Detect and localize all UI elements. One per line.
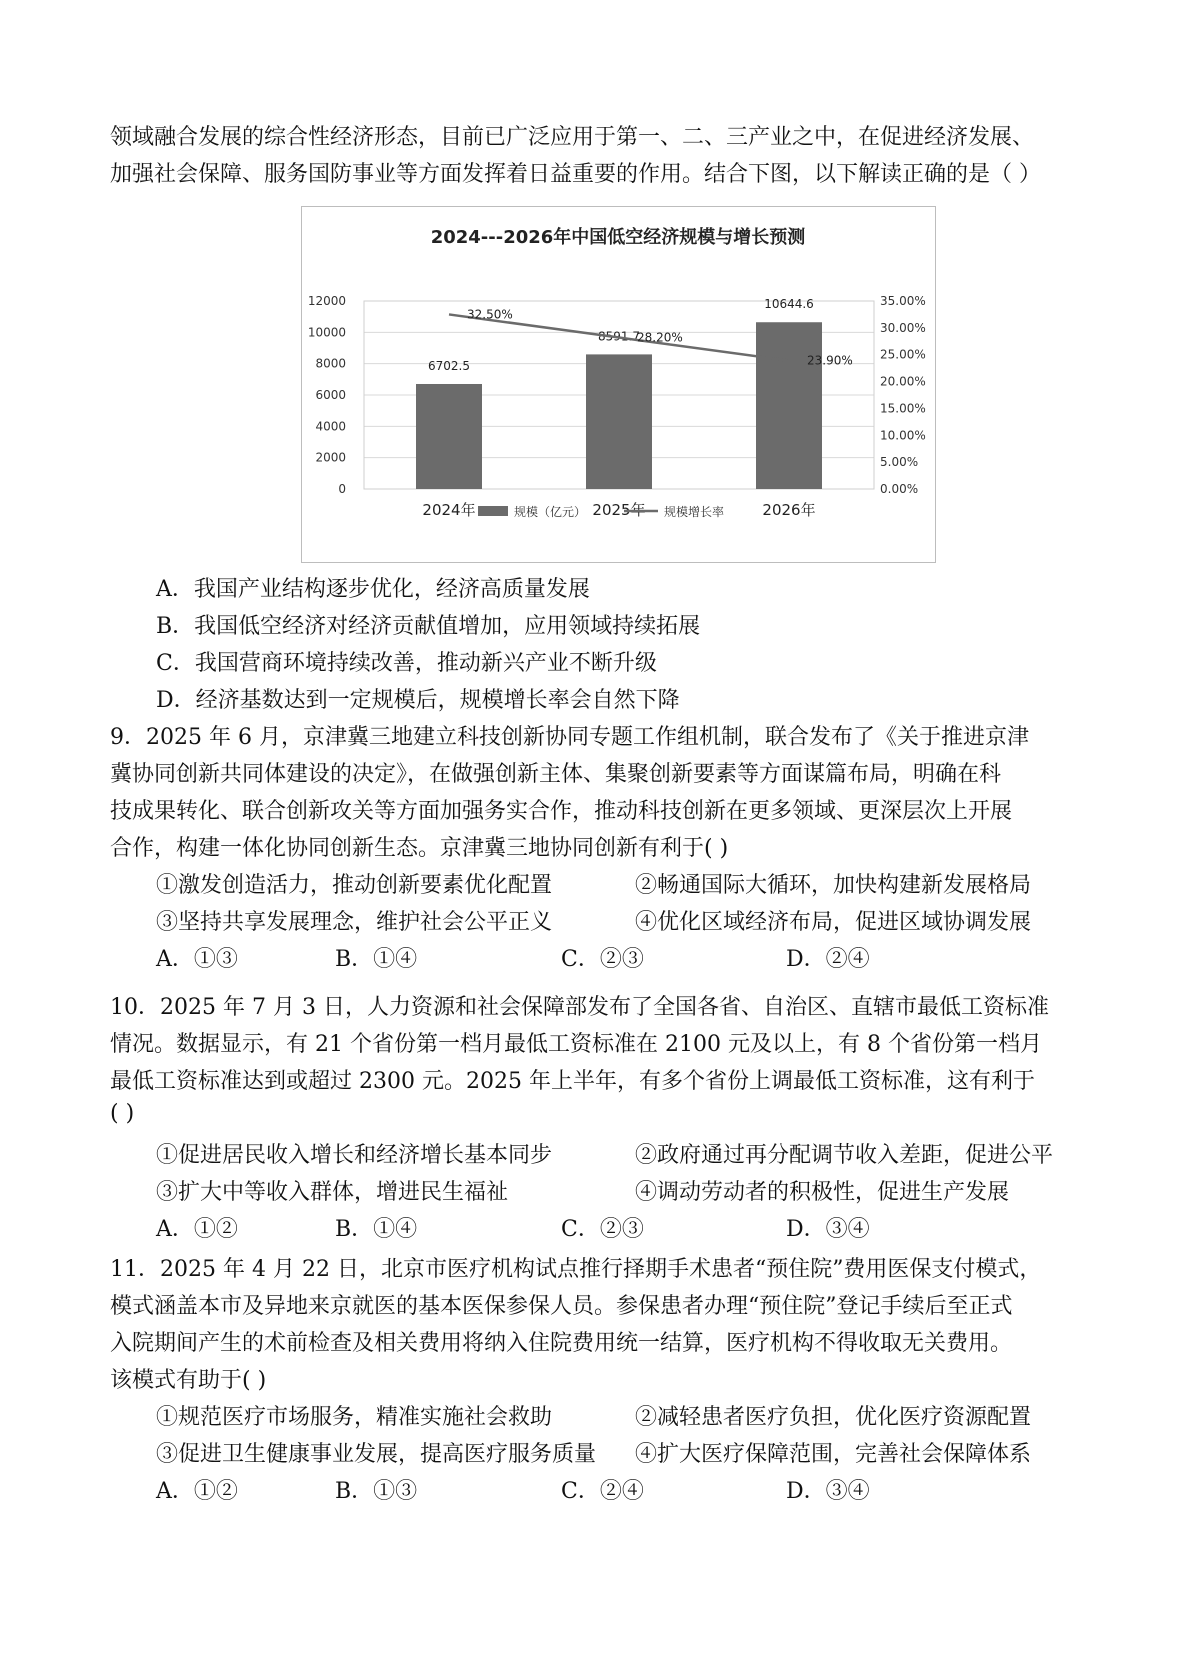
y-tick-label: 2000: [315, 450, 346, 465]
y-tick-label: 0: [338, 482, 346, 496]
q11-stem-line-2: 模式涵盖本市及异地来京就医的基本医保参保人员。参保患者办理“预住院”登记手续后至正式: [110, 1294, 1013, 1319]
q8-option-c: C．我国营商环境持续改善，推动新兴产业不断升级: [156, 651, 657, 676]
q11-choice-c: C．②④: [561, 1479, 644, 1504]
bar-value-label: 8591.7: [598, 329, 640, 344]
q11-choice-d: D．③④: [786, 1479, 870, 1504]
bar: [756, 322, 822, 489]
legend-bar-swatch: [478, 506, 508, 516]
y2-tick-label: 25.00%: [880, 347, 926, 362]
q9-choice-a: A．①③: [156, 947, 238, 972]
q11-statement-2: ②减轻患者医疗负担，优化医疗资源配置: [635, 1405, 1032, 1430]
q10-choice-c: C．②③: [561, 1217, 644, 1242]
chart-title: 2024---2026年中国低空经济规模与增长预测: [430, 227, 806, 248]
q9-stem-line-4: 合作，构建一体化协同创新生态。京津冀三地协同创新有利于( ): [110, 836, 729, 861]
y-tick-label: 12000: [307, 294, 346, 308]
q11-stem-line-4: 该模式有助于( ): [110, 1368, 267, 1393]
q8-option-b: B．我国低空经济对经济贡献值增加，应用领域持续拓展: [156, 614, 701, 639]
y2-tick-label: 30.00%: [880, 320, 926, 335]
line-value-label: 32.50%: [467, 307, 513, 322]
y2-tick-label: 20.00%: [880, 374, 926, 389]
q9-statement-4: ④优化区域经济布局，促进区域协调发展: [635, 910, 1032, 935]
q10-statement-2: ②政府通过再分配调节收入差距，促进公平: [635, 1143, 1054, 1168]
q9-choice-d: D．②④: [786, 947, 870, 972]
q9-stem-line-2: 冀协同创新共同体建设的决定》，在做强创新主体、集聚创新要素等方面谋篇布局，明确在科: [110, 762, 1002, 787]
bar-value-label: 6702.5: [428, 358, 470, 373]
intro-line-2: 加强社会保障、服务国防事业等方面发挥着日益重要的作用。结合下图，以下解读正确的是（ ）: [110, 162, 1041, 187]
x-category-label: 2026年: [762, 501, 816, 519]
x-category-label: 2025年: [592, 501, 646, 519]
q10-choice-d: D．③④: [786, 1217, 870, 1242]
y-tick-label: 8000: [315, 356, 346, 371]
y2-tick-label: 5.00%: [880, 455, 919, 470]
q10-choice-b: B．①④: [335, 1217, 418, 1242]
y2-tick-label: 15.00%: [880, 401, 926, 416]
legend-bar-label: 规模（亿元）: [514, 505, 587, 519]
legend-line-label: 规模增长率: [664, 505, 725, 519]
q10-choice-a: A．①②: [156, 1217, 238, 1242]
q11-stem-line-1: 11．2025 年 4 月 22 日，北京市医疗机构试点推行择期手术患者“预住院”费用医保支付模式，: [110, 1257, 1042, 1282]
bar: [416, 384, 482, 489]
q10-stem-line-3: 最低工资标准达到或超过 2300 元。2025 年上半年，有多个省份上调最低工资标准，这有利于: [110, 1069, 1035, 1094]
y-tick-label: 4000: [315, 419, 346, 434]
q11-choice-b: B．①③: [335, 1479, 418, 1504]
y2-tick-label: 10.00%: [880, 428, 926, 443]
q11-statement-3: ③促进卫生健康事业发展，提高医疗服务质量: [156, 1442, 597, 1467]
q9-choice-c: C．②③: [561, 947, 644, 972]
y-tick-label: 10000: [307, 325, 346, 340]
low-altitude-economy-chart: [301, 206, 936, 563]
q10-statement-3: ③扩大中等收入群体，增进民生福祉: [156, 1180, 509, 1205]
q10-stem-line-2: 情况。数据显示，有 21 个省份第一档月最低工资标准在 2100 元及以上，有 8 个省份第一档月: [110, 1032, 1042, 1057]
q11-stem-line-3: 入院期间产生的术前检查及相关费用将纳入住院费用统一结算，医疗机构不得收取无关费用。: [110, 1331, 1013, 1356]
bar: [586, 354, 652, 489]
q9-statement-1: ①激发创造活力，推动创新要素优化配置: [156, 873, 553, 898]
x-category-label: 2024年: [422, 501, 476, 519]
q10-statement-1: ①促进居民收入增长和经济增长基本同步: [156, 1143, 553, 1168]
y-tick-label: 6000: [315, 388, 346, 402]
q11-statement-4: ④扩大医疗保障范围，完善社会保障体系: [635, 1442, 1032, 1467]
q10-stem-line-1: 10．2025 年 7 月 3 日，人力资源和社会保障部发布了全国各省、自治区、直辖市最低工资标准: [110, 995, 1049, 1020]
q10-stem-line-4: ( ): [110, 1101, 135, 1126]
q9-statement-3: ③坚持共享发展理念，维护社会公平正义: [156, 910, 553, 935]
q8-option-d: D．经济基数达到一定规模后，规模增长率会自然下降: [156, 688, 680, 713]
q9-stem-line-1: 9．2025 年 6 月，京津冀三地建立科技创新协同专题工作组机制，联合发布了《关于推进京津: [110, 725, 1029, 750]
q9-choice-b: B．①④: [335, 947, 418, 972]
line-value-label: 28.20%: [637, 330, 683, 345]
q11-statement-1: ①规范医疗市场服务，精准实施社会救助: [156, 1405, 553, 1430]
y2-tick-label: 35.00%: [880, 294, 926, 308]
bar-value-label: 10644.6: [764, 297, 814, 312]
q10-statement-4: ④调动劳动者的积极性，促进生产发展: [635, 1180, 1010, 1205]
intro-line-1: 领域融合发展的综合性经济形态，目前已广泛应用于第一、二、三产业之中，在促进经济发展、: [110, 125, 1035, 150]
line-value-label: 23.90%: [807, 353, 853, 368]
q9-statement-2: ②畅通国际大循环，加快构建新发展格局: [635, 873, 1032, 898]
chart-svg: [302, 207, 935, 562]
q9-stem-line-3: 技成果转化、联合创新攻关等方面加强务实合作，推动科技创新在更多领域、更深层次上开展: [110, 799, 1013, 824]
y2-tick-label: 0.00%: [880, 482, 919, 496]
q8-option-a: A．我国产业结构逐步优化，经济高质量发展: [156, 577, 590, 602]
q11-choice-a: A．①②: [156, 1479, 238, 1504]
